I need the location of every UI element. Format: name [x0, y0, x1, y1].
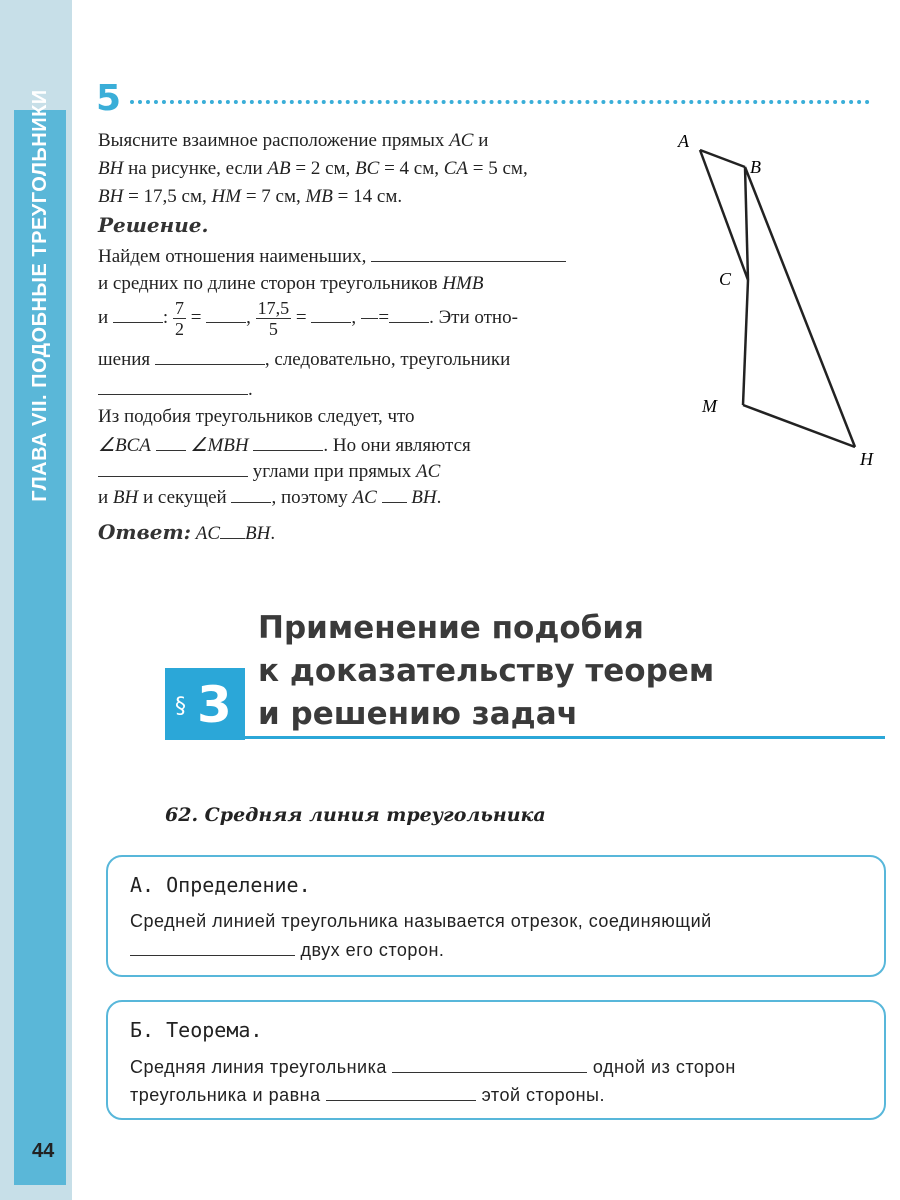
section-title-line: и решению задач [258, 696, 578, 732]
label-C: C [719, 269, 732, 289]
theorem-box [106, 1000, 886, 1120]
section-badge [165, 668, 245, 740]
answer-blank[interactable] [392, 1056, 587, 1073]
segment-BH [745, 167, 855, 447]
section-rule [245, 736, 885, 739]
section-title-line: Применение подобия [258, 610, 644, 646]
segment-MH [743, 405, 855, 447]
geometry-figure [670, 125, 890, 475]
statement-line-2: BH на рисунке, если AB = 2 см, BC = 4 см, CA = 5 см, [98, 158, 528, 179]
solution-line-2: и средних по длине сторон треугольников HMB [98, 273, 484, 294]
page-number: 44 [32, 1140, 55, 1162]
segment-CM [743, 280, 748, 405]
task-divider [130, 100, 870, 104]
answer-blank[interactable] [155, 348, 265, 365]
answer-blank[interactable] [113, 306, 163, 323]
fraction-blank[interactable] [361, 298, 379, 339]
theorem-line-1: Средняя линия треугольника одной из сторон [130, 1057, 736, 1077]
solution-line-6: Из подобия треугольников следует, что [98, 406, 415, 427]
solution-line-3: и : $\frac{7}{2}$ = , $\frac{17,5}{5}$ = , = . Эти отно- [98, 298, 518, 339]
solution-line-5: . [98, 378, 253, 401]
section-title [258, 607, 714, 736]
fraction-7-2: $\frac{7}{2}$ [174, 298, 184, 339]
segment-AB [700, 150, 745, 167]
answer-blank[interactable] [206, 306, 246, 323]
segment-BC [745, 167, 748, 280]
answer-blank[interactable] [371, 245, 566, 262]
statement-line-1: Выясните взаимное расположение прямых AC и [98, 130, 489, 151]
solution-label: Решение. [98, 213, 209, 237]
theorem-line-2: треугольника и равна этой стороны. [130, 1085, 605, 1105]
answer-line: Ответ: AC BH. [98, 520, 276, 544]
answer-blank[interactable] [98, 460, 248, 477]
section-title-line: к доказательству теорем [258, 653, 715, 689]
task-number: 5 [96, 78, 122, 119]
solution-line-1: Найдем отношения наименьших, [98, 245, 566, 268]
answer-blank[interactable] [98, 378, 248, 395]
answer-blank[interactable] [220, 522, 245, 539]
label-H: H [860, 449, 873, 469]
answer-blank[interactable] [231, 486, 271, 503]
fraction-17-5: $\frac{17,5}{5}$ [257, 298, 290, 339]
label-M: M [702, 396, 717, 416]
answer-blank[interactable] [389, 306, 429, 323]
definition-heading: А. Определение. [130, 873, 311, 897]
solution-line-8: углами при прямых AC [98, 460, 440, 483]
theorem-heading: Б. Теорема. [130, 1018, 263, 1042]
answer-blank[interactable] [156, 434, 186, 451]
solution-line-9: и BH и секущей , поэтому AC BH. [98, 487, 442, 508]
answer-blank[interactable] [311, 306, 351, 323]
answer-blank[interactable] [130, 939, 295, 956]
definition-box [106, 855, 886, 977]
solution-line-4: шения , следовательно, треугольники [98, 349, 511, 370]
chapter-title: ГЛАВА VII. ПОДОБНЫЕ ТРЕУГОЛЬНИКИ [29, 89, 51, 502]
label-B: B [750, 157, 761, 177]
answer-blank[interactable] [382, 486, 407, 503]
segment-AC [700, 150, 748, 280]
solution-line-7: ∠BCA ∠MBH . Но они являются [98, 435, 471, 456]
section-sign: § [175, 694, 186, 719]
label-A: A [678, 131, 689, 151]
statement-line-3: BH = 17,5 см, HM = 7 см, MB = 14 см. [98, 186, 403, 207]
topic-heading: 62. Средняя линия треугольника [165, 804, 546, 826]
answer-blank[interactable] [253, 434, 323, 451]
definition-line-1: Средней линией треугольника называется отрезок, соединяющий [130, 911, 712, 931]
answer-blank[interactable] [326, 1084, 476, 1101]
definition-line-2: двух его сторон. [130, 939, 444, 961]
section-number: 3 [197, 676, 232, 734]
